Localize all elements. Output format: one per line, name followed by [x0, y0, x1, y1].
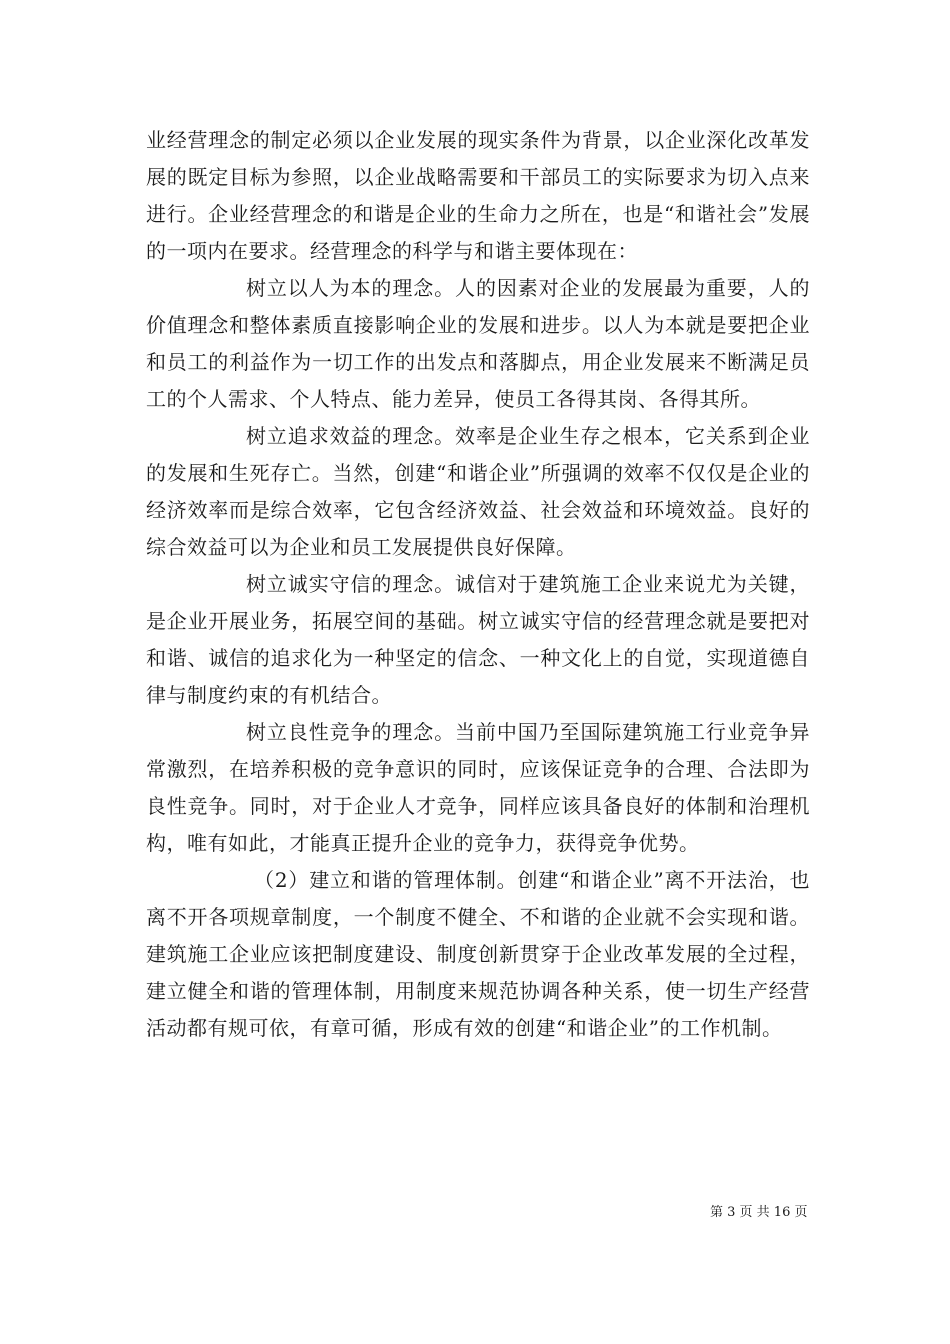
paragraph-competition: 树立良性竞争的理念。当前中国乃至国际建筑施工行业竞争异常激烈，在培养积极的竞争意识的同时，应该保证竞争的合理、合法即为良性竞争。同时，对于企业人才竞争，同样应该具备良好的体制和治理机构，唯有如此，才能真正提升企业的竞争力，获得竞争优势。: [146, 720, 810, 855]
paragraph-management-system: （2）建立和谐的管理体制。创建“和谐企业”离不开法治，也离不开各项规章制度，一个制度不健全、不和谐的企业就不会实现和谐。建筑施工企业应该把制度建设、制度创新贯穿于企业改革发展的全过程，建立健全和谐的管理体制，用制度来规范协调各种关系，使一切生产经营活动都有规可依，有章可循，形成有效的创建“和谐企业”的工作机制。: [146, 868, 810, 1040]
paragraph-intro: 业经营理念的制定必须以企业发展的现实条件为背景，以企业深化改革发展的既定目标为参照，以企业战略需要和干部员工的实际要求为切入点来进行。企业经营理念的和谐是企业的生命力之所在，也是“和谐社会”发展的一项内在要求。经营理念的科学与和谐主要体现在：: [146, 128, 810, 263]
paragraph-integrity: 树立诚实守信的理念。诚信对于建筑施工企业来说尤为关键，是企业开展业务，拓展空间的基础。树立诚实守信的经营理念就是要把对和谐、诚信的追求化为一种坚定的信念、一种文化上的自觉，实现道德自律与制度约束的有机结合。: [146, 572, 810, 707]
body-text: [146, 122, 810, 1047]
page-number: 第 3 页 共 16 页: [710, 1205, 808, 1220]
paragraph-people-oriented: 树立以人为本的理念。人的因素对企业的发展最为重要，人的价值理念和整体素质直接影响企业的发展和进步。以人为本就是要把企业和员工的利益作为一切工作的出发点和落脚点，用企业发展来不断满足员工的个人需求、个人特点、能力差异，使员工各得其岗、各得其所。: [146, 276, 810, 411]
paragraph-efficiency: 树立追求效益的理念。效率是企业生存之根本，它关系到企业的发展和生死存亡。当然，创建“和谐企业”所强调的效率不仅仅是企业的经济效率而是综合效率，它包含经济效益、社会效益和环境效益。良好的综合效益可以为企业和员工发展提供良好保障。: [146, 424, 810, 559]
